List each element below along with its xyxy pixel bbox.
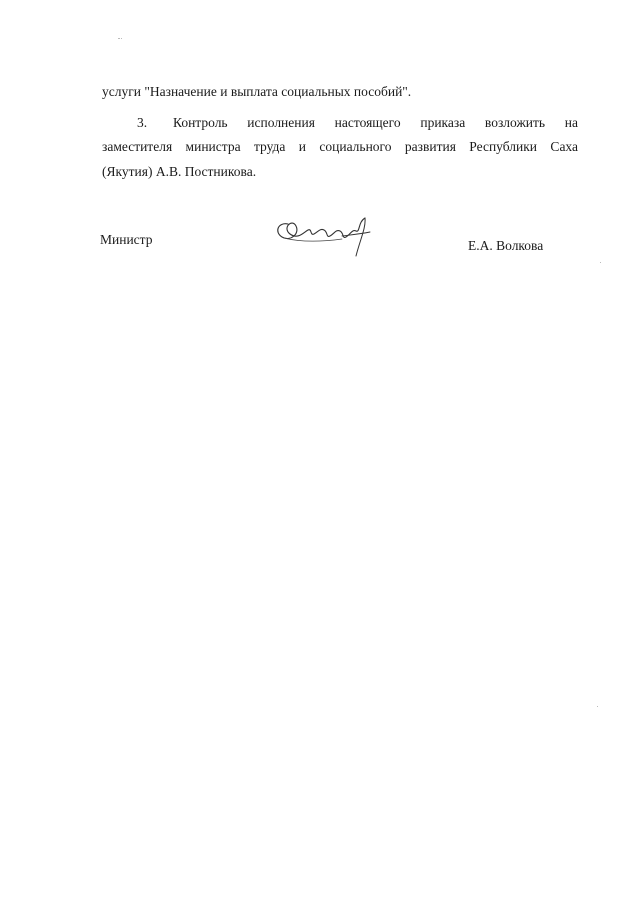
- scan-speck: [118, 38, 120, 39]
- item-3-line-2: заместителя министра труда и социального развития Республики Саха: [102, 139, 578, 154]
- handwritten-signature: [270, 212, 380, 262]
- continuation-line: услуги "Назначение и выплата социальных пособий".: [102, 84, 412, 99]
- scan-speck: [121, 38, 122, 39]
- item-3-line-1: Контроль исполнения настоящего приказа возложить на: [173, 115, 578, 130]
- scan-speck: [597, 706, 598, 707]
- item-3-line-3: (Якутия) А.В. Постникова.: [102, 164, 257, 179]
- scan-speck: [600, 262, 601, 263]
- signatory-name: Е.А. Волкова: [468, 238, 544, 253]
- signatory-position: Министр: [100, 232, 153, 247]
- item-3-number: 3.: [137, 115, 148, 130]
